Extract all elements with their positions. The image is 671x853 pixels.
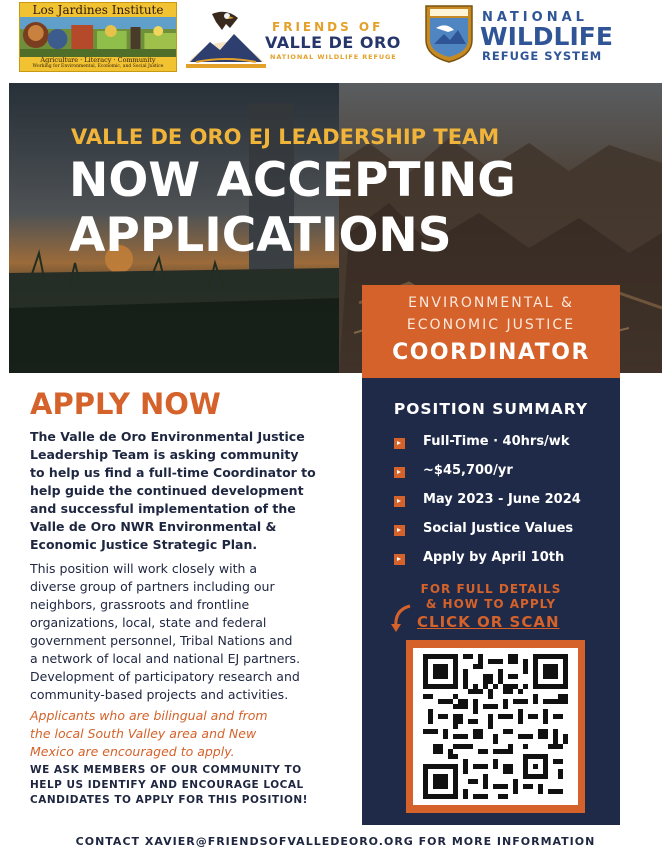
body-line: government personnel, Tribal Nations and <box>30 633 293 648</box>
note-line: Applicants who are bilingual and from <box>30 708 268 723</box>
friends-valle-de-oro-logo[interactable] <box>186 4 414 68</box>
summary-item-salary <box>394 461 614 490</box>
role-line-2: ECONOMIC JUSTICE <box>406 317 576 333</box>
apply-now-heading: APPLY NOW <box>30 387 221 421</box>
details-line-1: FOR FULL DETAILS <box>420 582 562 596</box>
hero-headline <box>69 153 516 263</box>
contact-footer[interactable]: CONTACT XAVIER@FRIENDSOFVALLEDEORO.ORG FOR MORE INFORMATION <box>75 835 596 848</box>
arrow-bullet-icon <box>394 467 405 478</box>
body-line: a network of local and national EJ partners. <box>30 651 301 666</box>
call-line: CANDIDATES TO APPLY FOR THIS POSITION! <box>30 794 308 806</box>
qr-code-frame[interactable] <box>406 640 585 813</box>
click-or-scan-link[interactable]: CLICK OR SCAN <box>417 613 560 631</box>
body-line: community-based projects and activities. <box>30 687 289 702</box>
fvo-subtitle: NATIONAL WILDLIFE REFUGE <box>270 53 397 61</box>
summary-item-schedule <box>394 432 614 461</box>
lji-tagline: Agriculture · Literacy · Community <box>40 56 156 64</box>
note-line: the local South Valley area and New <box>30 726 257 741</box>
details-line-2: & HOW TO APPLY <box>425 597 557 611</box>
summary-item-text: May 2023 - June 2024 <box>423 492 581 507</box>
intro-line: and successful implementation of the <box>30 501 296 516</box>
note-line: Mexico are encouraged to apply. <box>30 744 235 759</box>
arrow-bullet-icon <box>394 525 405 536</box>
summary-item-text: Social Justice Values <box>423 521 574 536</box>
headline-line-2: APPLICATIONS <box>69 208 452 263</box>
intro-line: Economic Justice Strategic Plan. <box>30 537 258 552</box>
fvo-friends-of: FRIENDS OF <box>272 20 384 34</box>
intro-paragraph <box>30 428 348 554</box>
intro-line: Leadership Team is asking community <box>30 447 299 462</box>
lji-title: Los Jardines Institute <box>32 3 164 17</box>
intro-line: to help us find a full-time Coordinator to <box>30 465 316 480</box>
lji-mural-icon <box>20 17 176 57</box>
los-jardines-logo[interactable] <box>19 2 177 72</box>
bilingual-note <box>30 707 348 761</box>
intro-line: Valle de Oro NWR Environmental & <box>30 519 277 534</box>
body-line: organizations, local, state and federal <box>30 615 267 630</box>
intro-line: help guide the continued development <box>30 483 304 498</box>
qr-code-background <box>413 648 578 805</box>
role-title-box <box>362 285 620 378</box>
hero-kicker: VALLE DE ORO EJ LEADERSHIP TEAM <box>71 125 500 149</box>
summary-item-dates <box>394 490 614 519</box>
fws-shield-icon <box>424 4 474 64</box>
summary-item-values <box>394 519 614 548</box>
curved-arrow-icon <box>390 604 414 634</box>
nwrs-logo[interactable] <box>424 4 664 66</box>
role-line-3: COORDINATOR <box>392 340 590 365</box>
arrow-bullet-icon <box>394 438 405 449</box>
summary-title: POSITION SUMMARY <box>393 400 589 418</box>
summary-item-text: Full-Time · 40hrs/wk <box>423 434 570 449</box>
body-line: diverse group of partners including our <box>30 579 275 594</box>
qr-code[interactable] <box>421 654 570 799</box>
role-line-1: ENVIRONMENTAL & <box>408 295 574 311</box>
hawk-mountain-emblem-icon <box>186 4 266 68</box>
logo-bar <box>0 0 671 80</box>
body-line: neighbors, grassroots and frontline <box>30 597 250 612</box>
lji-subline: Working for Environmental, Economic, and Social Justice <box>32 64 164 69</box>
arrow-bullet-icon <box>394 496 405 507</box>
intro-line: The Valle de Oro Environmental Justice <box>30 429 305 444</box>
summary-item-text: ~$45,700/yr <box>423 463 513 478</box>
call-line: HELP US IDENTIFY AND ENCOURAGE LOCAL <box>30 779 304 791</box>
headline-line-1: NOW ACCEPTING <box>69 153 516 208</box>
nwrs-national: NATIONAL <box>482 10 588 25</box>
arrow-bullet-icon <box>394 554 405 565</box>
body-line: Development of participatory research and <box>30 669 300 684</box>
position-summary-panel <box>362 378 620 825</box>
nwrs-wildlife: WILDLIFE <box>480 22 613 51</box>
summary-item-deadline <box>394 548 614 577</box>
call-line: WE ASK MEMBERS OF OUR COMMUNITY TO <box>30 764 302 776</box>
fvo-name: VALLE DE ORO <box>265 33 401 52</box>
summary-list <box>394 432 614 577</box>
nwrs-system: REFUGE SYSTEM <box>482 49 603 63</box>
body-line: This position will work closely with a <box>30 561 258 576</box>
summary-item-text: Apply by April 10th <box>423 550 565 565</box>
community-call <box>30 763 348 808</box>
description-paragraph <box>30 560 348 704</box>
